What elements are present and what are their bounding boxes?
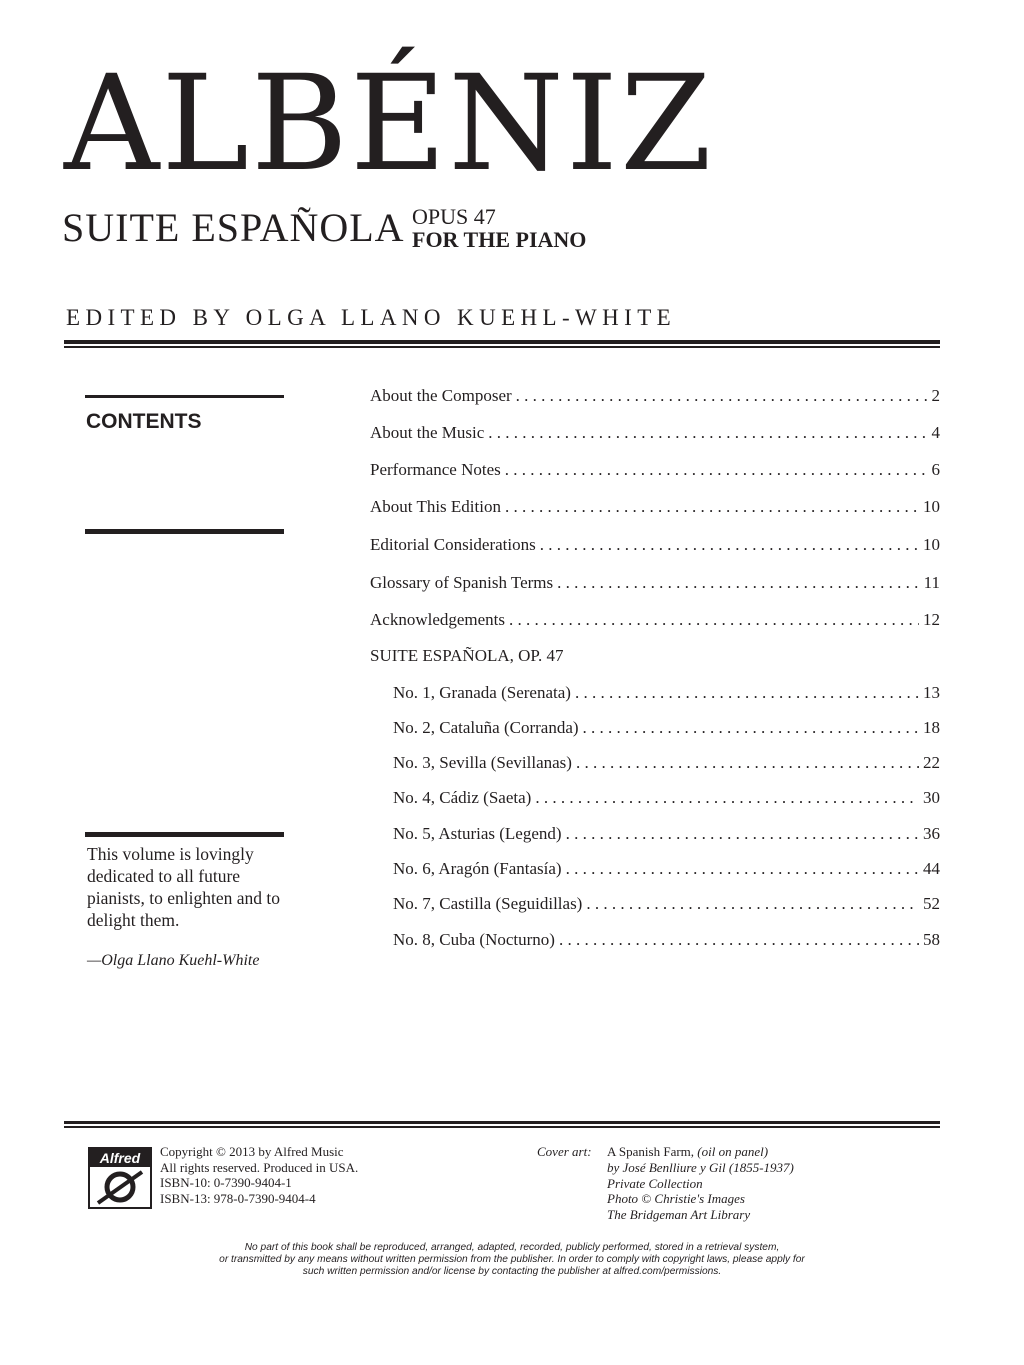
alfred-logo-wordmark: Alfred <box>90 1149 150 1167</box>
toc-entry-page: 11 <box>923 573 940 592</box>
toc-leader-dots <box>566 824 919 844</box>
cover-art-label: Cover art: <box>537 1144 592 1159</box>
toc-leader-dots <box>488 423 927 443</box>
toc-leader-dots <box>583 718 919 738</box>
copyright-line: Copyright © 2013 by Alfred Music <box>160 1144 344 1159</box>
toc-leader-dots <box>535 788 919 808</box>
header-rule-thin <box>64 346 940 348</box>
toc-entry <box>370 535 940 559</box>
toc-leader-dots <box>575 683 919 703</box>
alfred-logo-emblem <box>90 1167 150 1207</box>
toc-entry-page: 4 <box>931 423 940 442</box>
opus-block <box>412 205 586 251</box>
toc-entry-label: Editorial Considerations <box>370 535 536 554</box>
toc-entry-page: 18 <box>923 718 940 737</box>
footer-rule-thick <box>64 1121 940 1124</box>
toc-entry <box>393 824 940 848</box>
contents-rule-top <box>85 395 284 398</box>
instrument-line: FOR THE PIANO <box>412 227 587 252</box>
toc-leader-dots <box>586 894 919 914</box>
toc-leader-dots <box>505 460 928 480</box>
toc-entry-label: SUITE ESPAÑOLA, OP. 47 <box>370 646 564 665</box>
toc-entry <box>393 894 940 918</box>
toc-entry-label: No. 8, Cuba (Nocturno) <box>393 930 555 949</box>
toc-entry <box>393 930 940 954</box>
toc-entry <box>393 788 940 812</box>
toc-entry <box>370 386 940 410</box>
opus-number: OPUS 47 <box>412 204 496 229</box>
toc-entry-label: Glossary of Spanish Terms <box>370 573 554 592</box>
header-rule-thick <box>64 340 940 344</box>
toc-entry <box>393 718 940 742</box>
contents-heading: CONTENTS <box>86 410 202 433</box>
toc-entry-label: No. 4, Cádiz (Saeta) <box>393 788 532 807</box>
toc-leader-dots <box>557 573 920 593</box>
cover-art-artist: by José Benlliure y Gil (1855-1937) <box>607 1159 794 1175</box>
isbn10-line: ISBN-10: 0-7390-9404-1 <box>160 1175 292 1190</box>
toc-entry-page: 52 <box>923 894 940 913</box>
contents-rule-bottom <box>85 529 284 534</box>
toc-entry <box>393 683 940 707</box>
toc-entry-label: About the Music <box>370 423 485 442</box>
toc-entry-page: 58 <box>923 930 940 949</box>
toc-leader-dots <box>559 930 919 950</box>
toc-entry-page: 6 <box>931 460 940 479</box>
toc-entry-label: Acknowledgements <box>370 610 506 629</box>
work-title: SUITE ESPAÑOLA <box>62 205 405 250</box>
toc-entry-label: Performance Notes <box>370 460 501 479</box>
toc-entry-page: 10 <box>923 497 940 516</box>
toc-section-heading <box>370 646 940 670</box>
rights-line: All rights reserved. Produced in USA. <box>160 1159 359 1175</box>
toc-leader-dots <box>505 497 919 517</box>
toc-entry-label: About the Composer <box>370 386 512 405</box>
footer-rule-thin <box>64 1126 940 1128</box>
toc-entry <box>370 460 940 484</box>
legal-line: or transmitted by any means without written permission from the publisher. In order to comply with copyright laws, please apply for <box>219 1254 805 1265</box>
toc-entry-page: 2 <box>931 386 940 405</box>
toc-entry-label: About This Edition <box>370 497 501 516</box>
toc-entry-label: No. 7, Castilla (Seguidillas) <box>393 894 583 913</box>
toc-entry <box>393 753 940 777</box>
toc-entry <box>370 423 940 447</box>
toc-entry <box>370 573 940 597</box>
cover-art-library: The Bridgeman Art Library <box>607 1207 751 1223</box>
toc-entry-label: No. 6, Aragón (Fantasía) <box>393 859 562 878</box>
cover-art-medium: (oil on panel) <box>697 1144 769 1159</box>
isbn13-line: ISBN-13: 978-0-7390-9404-4 <box>160 1190 316 1206</box>
toc-entry-label: No. 1, Granada (Serenata) <box>393 683 571 702</box>
cover-art-credit <box>607 1144 794 1223</box>
toc-entry-page: 44 <box>923 859 940 878</box>
toc-entry <box>393 859 940 883</box>
toc-entry-label: No. 3, Sevilla (Sevillanas) <box>393 753 572 772</box>
dedication-signature: —Olga Llano Kuehl-White <box>87 952 260 969</box>
cover-art-photo-credit: Photo © Christie's Images <box>607 1191 745 1207</box>
toc-entry-page: 22 <box>923 753 940 772</box>
legal-notice <box>0 1242 1024 1278</box>
toc-entry-page: 36 <box>923 824 940 843</box>
dedication-text: This volume is lovingly dedicated to all future pianists, to enlighten and to delight them. <box>87 844 280 930</box>
toc-entry <box>370 497 940 521</box>
toc-entry-page: 10 <box>923 535 940 554</box>
toc-leader-dots <box>509 610 919 630</box>
toc-leader-dots <box>516 386 928 406</box>
cover-art-collection: Private Collection <box>607 1175 703 1191</box>
composer-name: ALBÉNIZ <box>64 47 714 201</box>
toc-entry-page: 12 <box>923 610 940 629</box>
alfred-logo <box>88 1147 152 1209</box>
toc-entry-page: 13 <box>923 683 940 702</box>
toc-entry-label: No. 5, Asturias (Legend) <box>393 824 562 843</box>
dedication-rule <box>85 832 284 837</box>
cover-art-title: A Spanish Farm, <box>607 1144 695 1159</box>
toc-leader-dots <box>540 535 919 555</box>
legal-line: such written permission and/or license by contacting the publisher at alfred.com/permissions. <box>302 1266 722 1277</box>
toc-entry-label: No. 2, Cataluña (Corranda) <box>393 718 579 737</box>
toc-entry-page: 30 <box>923 788 940 807</box>
toc-leader-dots <box>576 753 919 773</box>
cover-art-title-line <box>607 1144 794 1160</box>
legal-line: No part of this book shall be reproduced, arranged, adapted, recorded, publicly performed, stored in a retrieval system, <box>244 1242 780 1253</box>
toc-entry <box>370 610 940 634</box>
editor-line: EDITED BY OLGA LLANO KUEHL-WHITE <box>66 305 677 330</box>
copyright-block <box>160 1144 358 1206</box>
toc-leader-dots <box>566 859 919 879</box>
